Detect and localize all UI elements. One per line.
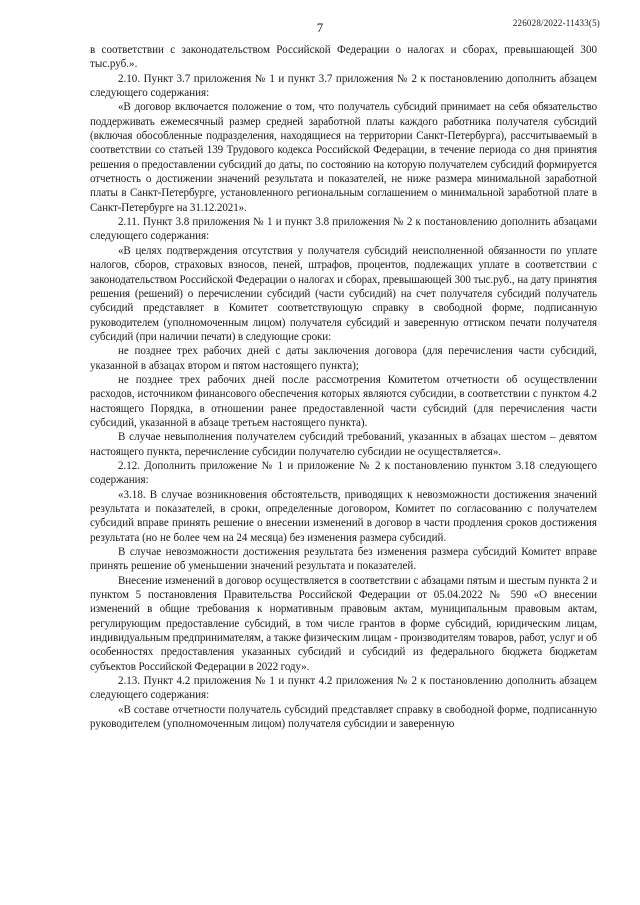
paragraph: 2.11. Пункт 3.8 приложения № 1 и пункт 3.8 приложения № 2 к постановлению дополнить абзацами следующего содержания: — [90, 216, 597, 243]
document-body — [90, 43, 597, 732]
paragraph: в соответствии с законодательством Российской Федерации о налогах и сборах, превышающей 300 тыс.руб.». — [90, 44, 597, 71]
paragraph: 2.12. Дополнить приложение № 1 и приложение № 2 к постановлению пунктом 3.18 следующего содержания: — [90, 459, 597, 487]
paragraph: 2.10. Пункт 3.7 приложения № 1 и пункт 3.7 приложения № 2 к постановлению дополнить абзацем следующего содержания: — [90, 72, 597, 100]
paragraph: не позднее трех рабочих дней с даты заключения договора (для перечисления части субсидий, указанной в абзацах втором и пятом настоящего пункта); — [90, 345, 597, 372]
paragraph: Внесение изменений в договор осуществляется в соответствии с абзацами пятым и шестым пункта 2 и пунктом 5 постановления Правительства Российской Федерации от 05.04.2022 № 590 «О внесении изменений в общие требования к нормативным правовым актам, муниципальным правовым актам, регулирующим предоставление субсидий, в том числе грантов в форме субсидий, юридическим лицам, индивидуальным предпринимателям, а также физическим лицам - производителям товаров, работ, услуг и об особенностях предоставления указанных субсидий и субсидий из федерального бюджета бюджетам субъектов Российской Федерации в 2022 году». — [90, 574, 597, 673]
paragraph: 2.13. Пункт 4.2 приложения № 1 и пункт 4.2 приложения № 2 к постановлению дополнить абзацем следующего содержания: — [90, 675, 597, 702]
paragraph: «В целях подтверждения отсутствия у получателя субсидий неисполненной обязанности по уплате налогов, сборов, страховых взносов, пеней, штрафов, процентов, подлежащих уплате в соответствии с законодательством Российской Федерации о налогах и сборах, превышающей 300 тыс.руб., на дату принятия решения (решений) о перечислении субсидий (части субсидий) на счет получателя субсидий получатель субсидий представляет в Комитет соответствующую справку в свободной форме, подписанную руководителем (уполномоченным лицом) получателя субсидий и заверенную оттиском печати получателя субсидий (при наличии печати) в следующие сроки: — [90, 244, 597, 343]
document-id: 226028/2022-11433(5) — [512, 18, 600, 28]
paragraph: «В составе отчетности получатель субсидий представляет справку в свободной форме, подписанную руководителем (уполномоченным лицом) получателя субсидии и заверенную — [90, 703, 597, 731]
page-number: 7 — [316, 20, 324, 35]
paragraph: не позднее трех рабочих дней после рассмотрения Комитетом отчетности об осуществлении расходов, источником финансового обеспечения которых являются субсидии, в соответствии с пунктом 4.2 настоящего Порядка, в отношении ранее предоставленной части субсидий (для перечисления части субсидий, указанной в абзаце третьем настоящего пункта). — [90, 373, 597, 429]
paragraph: «В договор включается положение о том, что получатель субсидий принимает на себя обязательство поддерживать ежемесячный размер средней заработной платы каждого работника получателя субсидий (включая обособленные подразделения, находящиеся на территории Санкт-Петербурга), рассчитываемый в соответствии со статьей 139 Трудового кодекса Российской Федерации, в течение периода со дня принятия решения о предоставлении субсидий до даты, по состоянию на которую получателем субсидий формируется отчетность о достижении значений результата и показателей, не ниже размера минимальной заработной платы в Санкт-Петербурге, установленного региональным соглашением о минимальной заработной плате в Санкт-Петербурге на 31.12.2021». — [90, 101, 597, 214]
paragraph: «3.18. В случае возникновения обстоятельств, приводящих к невозможности достижения значений результата и показателей, в сроки, определенные договором, Комитет по согласованию с получателем субсидий вправе принять решение о внесении изменений в договор в части продления сроков достижения результата (но не более чем на 24 месяца) без изменения размера субсидий. — [90, 488, 597, 544]
paragraph: В случае невозможности достижения результата без изменения размера субсидий Комитет вправе принять решение об уменьшении значений результата и показателей. — [90, 546, 597, 573]
paragraph: В случае невыполнения получателем субсидий требований, указанных в абзацах шестом – девятом настоящего пункта, перечисление субсидии получателю субсидии не осуществляется». — [90, 431, 597, 458]
